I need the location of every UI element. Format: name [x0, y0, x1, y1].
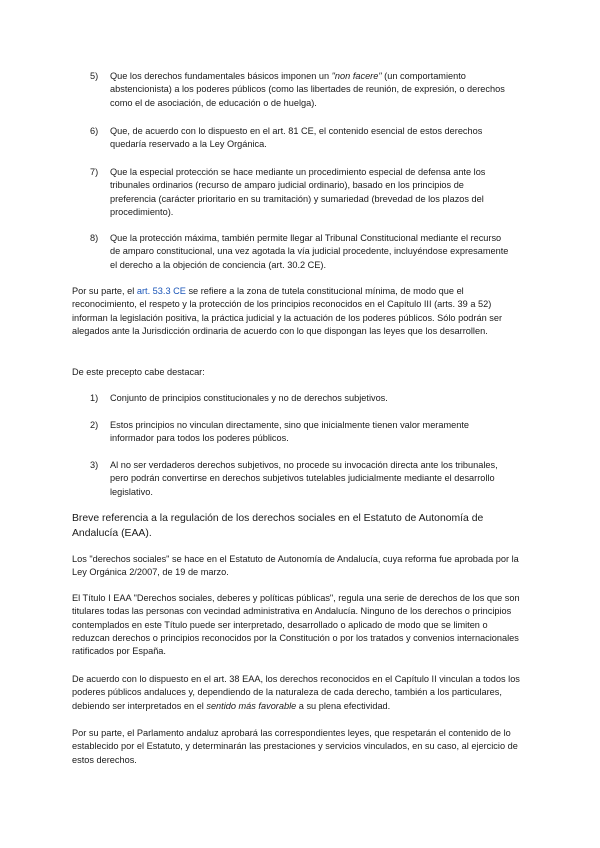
list-number: 3): [90, 460, 99, 470]
list-number: 1): [90, 393, 99, 403]
list-number: 5): [90, 71, 99, 81]
list-text: Al no ser verdaderos derechos subjetivos, no procede su invocación directa ante los tribunales, pero podrán convertirse en derechos subjetivos tutelables judicialmente mediante el desarrollo legislativo.: [110, 460, 498, 497]
list-text: Que, de acuerdo con lo dispuesto en el art. 81 CE, el contenido esencial de estos derechos quedaría reservado a la Ley Orgánica.: [110, 126, 483, 150]
list-text: Estos principios no vinculan directamente, sino que inicialmente tienen valor meramente informador para todos los poderes públicos.: [110, 420, 470, 444]
paragraph-destacar: De este precepto cabe destacar:: [72, 367, 205, 377]
paragraph-art-53-3: Por su parte, el art. 53.3 CE se refiere a la zona de tutela constitucional mínima, de modo que el reconocimiento, el respeto y la protección de los principios reconocidos en el Capítulo III (arts. 39 a 52) informan la legislación positiva, la práctica judicial y la actuación de los poderes públicos. Sólo podrán ser alegados ante la Jurisdicción ordinaria de acuerdo con lo que dispongan las leyes que los desarrollen.: [72, 286, 503, 336]
emphasis-non-facere: "non facere": [331, 71, 382, 81]
paragraph-titulo-i: El Título I EAA "Derechos sociales, deberes y políticas públicas", regula una serie de derechos de los que son titulares todas las personas con vecindad administrativa en Andalucía. Ninguno de los derechos o principios contemplados en este Título puede ser interpretado, desarrollado o aplicado de modo que se limiten o reduzcan derechos o principios reconocidos por la Constitución o por los tratados y convenios internacionales ratificados por España.: [72, 593, 520, 657]
list-number: 6): [90, 126, 99, 136]
paragraph-parlamento: Por su parte, el Parlamento andaluz aprobará las correspondientes leyes, que respetarán el contenido de lo establecido por el Estatuto, y determinarán las prestaciones y servicios vinculados, en su caso, al ejercicio de estos derechos.: [72, 728, 518, 765]
paragraph-art-38: De acuerdo con lo dispuesto en el art. 38 EAA, los derechos reconocidos en el Capítulo II vinculan a todos los poderes públicos andaluces y, dependiendo de la naturaleza de cada derecho, también a los particulares, debiendo ser interpretados en el sentido más favorable a su plena efectividad.: [72, 674, 520, 711]
list-text: Que los derechos fundamentales básicos imponen un "non facere" (un comportamiento abstencionista) a los poderes públicos (como las libertades de reunión, de expresión, o derechos como el de asociación, de educación o de huelga).: [110, 71, 505, 108]
list-number: 7): [90, 167, 99, 177]
paragraph-derechos-sociales: Los "derechos sociales" se hace en el Estatuto de Autonomía de Andalucía, cuya reforma fue aprobada por la Ley Orgánica 2/2007, de 19 de marzo.: [72, 554, 519, 578]
list-text: Que la protección máxima, también permite llegar al Tribunal Constitucional mediante el recurso de amparo constitucional, una vez agotada la vía judicial procedente, incluyéndose expresamente el derecho a la objeción de conciencia (art. 30.2 CE).: [110, 233, 509, 270]
list-number: 2): [90, 420, 99, 430]
emphasis-sentido-favorable: sentido más favorable: [206, 700, 297, 711]
list-number: 8): [90, 233, 99, 243]
list-text: Que la especial protección se hace mediante un procedimiento especial de defensa ante los tribunales ordinarios (recurso de amparo judicial ordinario), basado en los principios de preferencia (carácter prioritario en su tramitación) y sumariedad (brevedad de los plazos del procedimiento).: [110, 167, 486, 217]
list-text: Conjunto de principios constitucionales y no de derechos subjetivos.: [110, 393, 388, 403]
section-heading: Breve referencia a la regulación de los derechos sociales en el Estatuto de Autonomía de Andalucía (EAA).: [72, 513, 484, 539]
art-53-3-link[interactable]: art. 53.3 CE: [136, 286, 186, 296]
